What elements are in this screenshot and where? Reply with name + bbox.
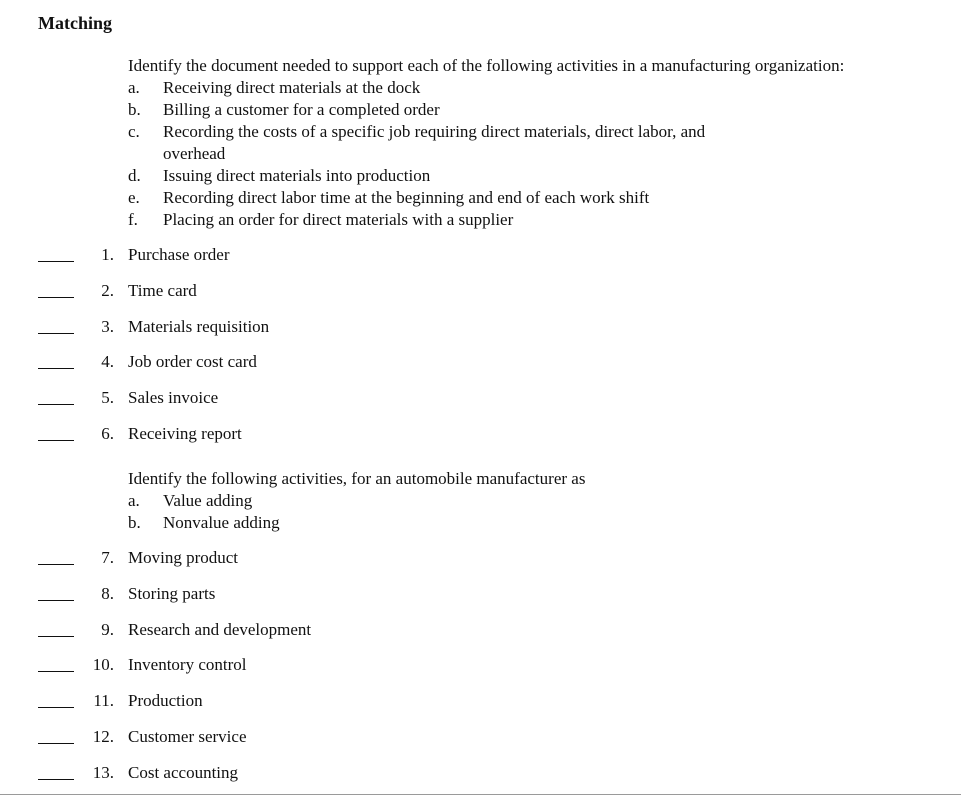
question-label: Customer service (128, 727, 247, 746)
answer-blank[interactable] (38, 404, 74, 405)
option-letter: b. (128, 100, 141, 119)
question-number: 6. (101, 424, 114, 443)
answer-blank[interactable] (38, 743, 74, 744)
option-text: Value adding (163, 491, 253, 510)
option-text: Receiving direct materials at the dock (163, 78, 421, 97)
answer-blank[interactable] (38, 707, 74, 708)
answer-blank[interactable] (38, 440, 74, 441)
question-number: 10. (92, 655, 114, 674)
option-letter: a. (128, 491, 140, 510)
option-text-continued: overhead (163, 144, 226, 163)
option-text: Nonvalue adding (163, 513, 280, 532)
option-letter: a. (128, 78, 140, 97)
answer-blank[interactable] (38, 600, 74, 601)
question-number: 2. (101, 281, 114, 300)
option-text: Recording direct labor time at the beginning and end of each work shift (163, 188, 650, 207)
option-letter: d. (128, 166, 141, 185)
option-letter: e. (128, 188, 140, 207)
question-label: Cost accounting (128, 763, 239, 782)
question-number: 8. (101, 584, 114, 603)
question-row-8 (0, 583, 961, 605)
question-row-13 (0, 762, 961, 784)
question-number: 3. (101, 317, 114, 336)
answer-blank[interactable] (38, 636, 74, 637)
question-number: 7. (101, 548, 114, 567)
option-letter: b. (128, 513, 141, 532)
question-label: Research and development (128, 620, 312, 639)
question-row-11 (0, 690, 961, 712)
answer-blank[interactable] (38, 261, 74, 262)
question-label: Materials requisition (128, 317, 270, 336)
question-label: Receiving report (128, 424, 242, 443)
answer-blank[interactable] (38, 671, 74, 672)
question-number: 5. (101, 388, 114, 407)
question-label: Job order cost card (128, 352, 257, 371)
question-number: 1. (101, 245, 114, 264)
question-label: Purchase order (128, 245, 230, 264)
bottom-divider (0, 794, 961, 795)
question-number: 9. (101, 620, 114, 639)
question-label: Inventory control (128, 655, 247, 674)
option-letter: c. (128, 122, 140, 141)
question-number: 13. (92, 763, 114, 782)
question-row-9 (0, 619, 961, 641)
option-text: Placing an order for direct materials with a supplier (163, 210, 514, 229)
answer-blank[interactable] (38, 368, 74, 369)
page-title: Matching (38, 13, 112, 33)
question-row-2 (0, 280, 961, 302)
answer-blank[interactable] (38, 297, 74, 298)
question-row-10 (0, 654, 961, 676)
question-label: Sales invoice (128, 388, 219, 407)
answer-blank[interactable] (38, 333, 74, 334)
option-text: Issuing direct materials into production (163, 166, 431, 185)
question-label: Production (128, 691, 203, 710)
question-label: Moving product (128, 548, 239, 567)
question-row-12 (0, 726, 961, 748)
question-row-4 (0, 351, 961, 373)
option-letter: f. (128, 210, 138, 229)
question-label: Time card (128, 281, 197, 300)
question-number: 4. (101, 352, 114, 371)
section2-instruction: Identify the following activities, for an automobile manufacturer as (128, 469, 586, 488)
section1-instruction: Identify the document needed to support each of the following activities in a manufacturing organization: (128, 56, 845, 75)
answer-blank[interactable] (38, 779, 74, 780)
question-row-5 (0, 387, 961, 409)
option-text: Recording the costs of a specific job requiring direct materials, direct labor, and (163, 122, 706, 141)
question-row-6 (0, 423, 961, 445)
question-row-3 (0, 316, 961, 338)
question-number: 12. (92, 727, 114, 746)
option-text: Billing a customer for a completed order (163, 100, 440, 119)
question-row-1 (0, 244, 961, 266)
question-label: Storing parts (128, 584, 216, 603)
question-row-7 (0, 547, 961, 569)
question-number: 11. (93, 691, 114, 710)
answer-blank[interactable] (38, 564, 74, 565)
